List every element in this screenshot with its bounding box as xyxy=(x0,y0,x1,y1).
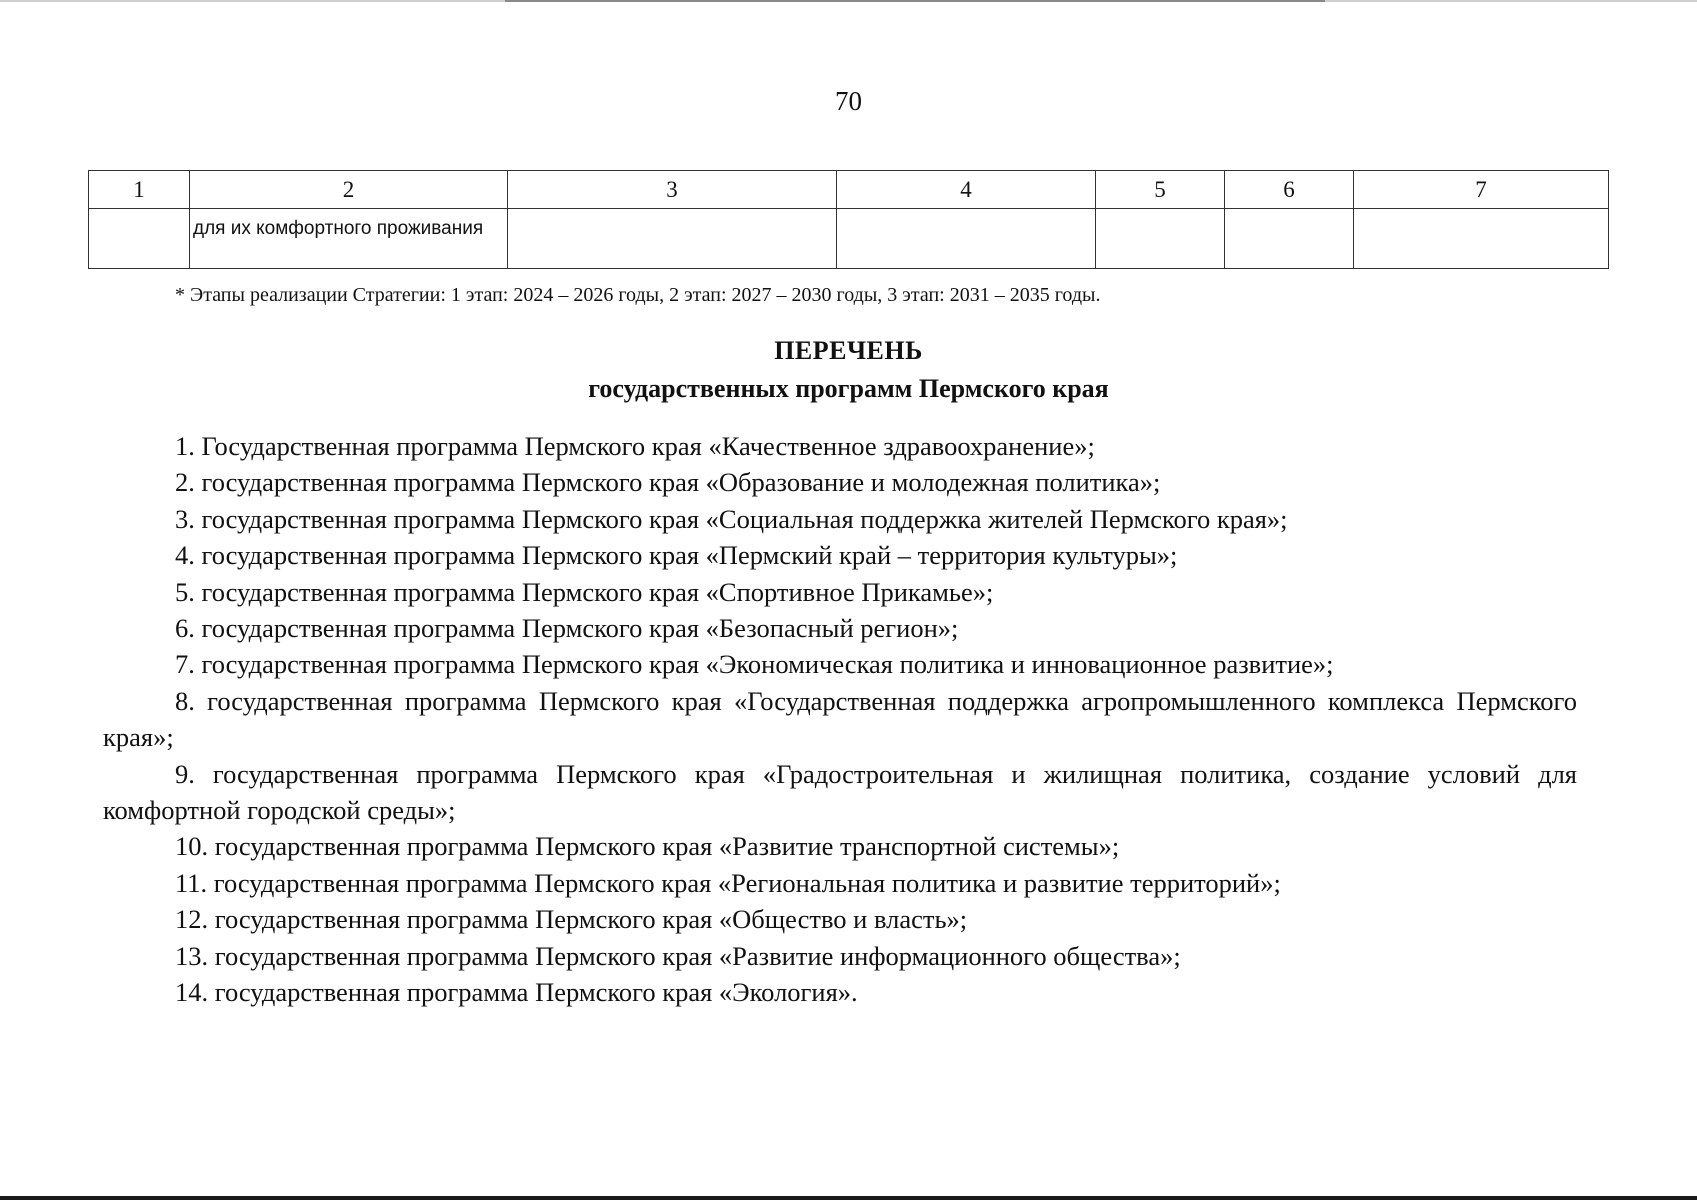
table-cell-text: для их комфортного проживания xyxy=(193,218,484,239)
list-item: 13. государственная программа Пермского края «Развитие информационного общества»; xyxy=(175,940,1181,971)
continuation-table xyxy=(88,170,1609,269)
scan-edge-bottom xyxy=(0,1196,1697,1200)
table-header-cell: 4 xyxy=(837,171,1096,209)
table-header-cell: 7 xyxy=(1354,171,1609,209)
list-item: 6. государственная программа Пермского края «Безопасный регион»; xyxy=(175,613,959,644)
list-item: 12. государственная программа Пермского края «Общество и власть»; xyxy=(175,904,968,935)
table-cell xyxy=(837,209,1096,269)
list-item: 8. государственная программа Пермского края «Государственная поддержка агропромышленного комплекса Пермского края»; xyxy=(103,685,1577,753)
list-item: 9. государственная программа Пермского края «Градостроительная и жилищная политика, создание условий для комфортной городской среды»; xyxy=(103,758,1577,826)
list-item: 11. государственная программа Пермского края «Региональная политика и развитие территорий»; xyxy=(175,867,1281,898)
list-item: 10. государственная программа Пермского края «Развитие транспортной системы»; xyxy=(175,831,1120,862)
table-row xyxy=(89,209,1609,269)
scan-edge-top-shadow xyxy=(505,0,1325,2)
table-header-cell: 1 xyxy=(89,171,190,209)
table-cell xyxy=(1354,209,1609,269)
table-cell xyxy=(190,209,508,269)
list-item: 1. Государственная программа Пермского края «Качественное здравоохранение»; xyxy=(175,431,1095,461)
table-header-row xyxy=(89,171,1609,209)
table-header-cell: 3 xyxy=(508,171,837,209)
list-item: 5. государственная программа Пермского края «Спортивное Прикамье»; xyxy=(175,576,994,607)
section-title: ПЕРЕЧЕНЬ xyxy=(774,336,923,365)
program-list xyxy=(103,428,1577,1011)
footnote: * Этапы реализации Стратегии: 1 этап: 2024 – 2026 годы, 2 этап: 2027 – 2030 годы, 3 этап: 2031 – 2035 годы. xyxy=(175,284,1101,306)
table-cell xyxy=(1096,209,1225,269)
list-item: 3. государственная программа Пермского края «Социальная поддержка жителей Пермского края»; xyxy=(175,503,1288,534)
table-cell-text xyxy=(1225,209,1353,217)
page-number: 70 xyxy=(835,86,862,116)
list-item: 2. государственная программа Пермского края «Образование и молодежная политика»; xyxy=(175,467,1161,498)
section-subtitle: государственных программ Пермского края xyxy=(588,374,1109,403)
table-cell-text xyxy=(508,209,836,217)
table-header-cell: 2 xyxy=(190,171,508,209)
list-item: 4. государственная программа Пермского края «Пермский край – территория культуры»; xyxy=(175,540,1178,571)
list-item: 14. государственная программа Пермского края «Экология». xyxy=(175,977,858,1008)
table-cell xyxy=(89,209,190,269)
table-header-cell: 6 xyxy=(1225,171,1354,209)
table-cell-text xyxy=(89,209,189,217)
table-header-cell: 5 xyxy=(1096,171,1225,209)
table-cell xyxy=(1225,209,1354,269)
list-item: 7. государственная программа Пермского края «Экономическая политика и инновационное развитие»; xyxy=(175,649,1334,680)
table-cell xyxy=(508,209,837,269)
table-cell-text xyxy=(1096,209,1224,217)
table-cell-text xyxy=(837,209,1095,217)
table-cell-text xyxy=(1354,209,1608,217)
